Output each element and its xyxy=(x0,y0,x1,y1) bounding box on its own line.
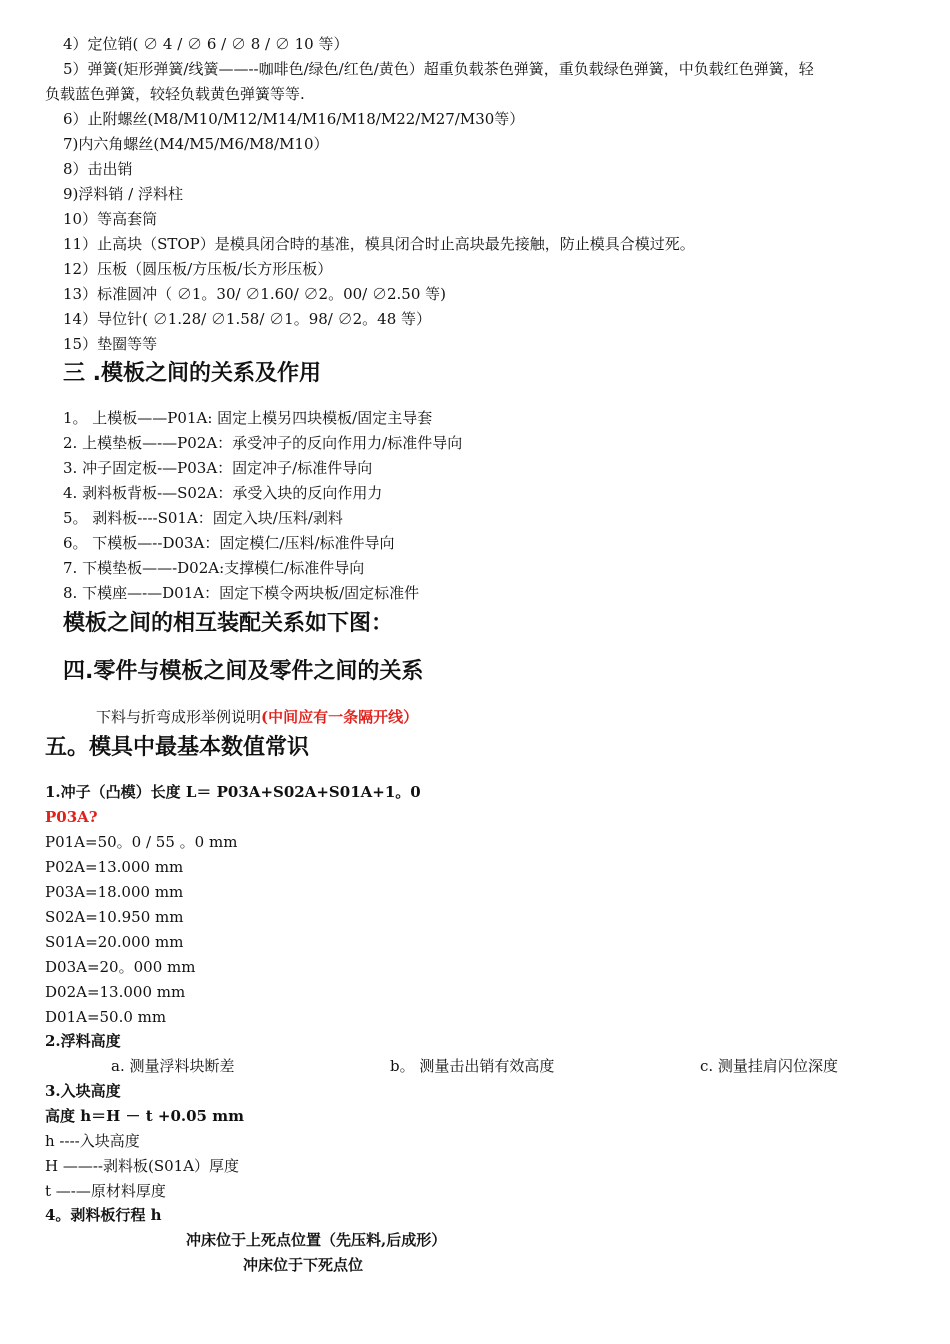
value-item: S01A=20.000 mm xyxy=(45,933,184,951)
value-item: P03A=18.000 mm xyxy=(45,883,184,901)
list-item: 4. 剥料板背板-—S02A：承受入块的反向作用力 xyxy=(63,484,383,502)
value-item: D01A=50.0 mm xyxy=(45,1008,167,1026)
list-item: 2. 上模垫板—-—P02A：承受冲子的反向作用力/标准件导向 xyxy=(63,434,463,452)
example-note-red: (中间应有一条隔开线） xyxy=(261,708,419,726)
list-item-washer: 15）垫圈等等 xyxy=(63,335,158,353)
list-item-ejector-pin: 8）击出销 xyxy=(63,160,133,178)
list-item-pilot-pin: 14）导位针( ∅1.28/ ∅1.58/ ∅1。98/ ∅2。48 等） xyxy=(63,310,431,328)
list-item-spring-continued: 负载蓝色弹簧，较轻负载黄色弹簧等等. xyxy=(45,85,305,103)
list-item-spring: 5）弹簧(矩形弹簧/线簧——--咖啡色/绿色/红色/黄色）超重负载茶色弹簧，重负载绿色弹簧，中负载红色弹簧，轻 xyxy=(63,60,814,78)
list-item-locating-pin: 4）定位销( ∅ 4 / ∅ 6 / ∅ 8 / ∅ 10 等） xyxy=(63,35,349,53)
value-item: P01A=50。0 / 55 。0 mm xyxy=(45,833,238,851)
def-H: H ——--剥料板(S01A）厚度 xyxy=(45,1157,240,1175)
list-item: 5。 剥料板----S01A：固定入块/压料/剥料 xyxy=(63,509,343,527)
list-item-clamp-plate: 12）压板（圆压板/方压板/长方形压板） xyxy=(63,260,333,278)
top-dead-center: 冲床位于上死点位置（先压料,后成形） xyxy=(186,1231,447,1249)
bottom-dead-center: 冲床位于下死点位 xyxy=(243,1256,364,1274)
stripper-stroke-title: 4。剥料板行程 h xyxy=(45,1206,162,1224)
list-item-lifter-pin: 9)浮料销 / 浮料柱 xyxy=(63,185,183,203)
list-item: 3. 冲子固定板-—P03A：固定冲子/标准件导向 xyxy=(63,459,373,477)
list-item-set-screw: 6）止附螺丝(M8/M10/M12/M14/M16/M18/M22/M27/M30等） xyxy=(63,110,525,128)
value-item: D02A=13.000 mm xyxy=(45,983,186,1001)
value-item: P02A=13.000 mm xyxy=(45,858,184,876)
example-note-text: 下料与折弯成形举例说明 xyxy=(96,708,262,726)
insert-height-formula: 高度 h＝H － t +0.05 mm xyxy=(45,1107,244,1125)
section-title-part-relations: 四.零件与模板之间及零件之间的关系 xyxy=(63,659,424,684)
punch-length-formula: 1.冲子（凸模）长度 L＝ P03A+S02A+S01A+1。0 xyxy=(45,783,421,801)
def-t: t —-—原材料厚度 xyxy=(45,1182,166,1200)
value-item: S02A=10.950 mm xyxy=(45,908,184,926)
p03a-question: P03A? xyxy=(45,808,98,826)
section-title-basic-values: 五。模具中最基本数值常识 xyxy=(45,735,310,760)
list-item: 6。 下模板—--D03A：固定模仁/压料/标准件导向 xyxy=(63,534,395,552)
example-note xyxy=(96,707,418,727)
float-height-title: 2.浮料高度 xyxy=(45,1032,121,1050)
list-item: 7. 下模垫板——-D02A:支撑模仁/标准件导向 xyxy=(63,559,365,577)
list-item-sleeve: 10）等高套筒 xyxy=(63,210,158,228)
section-title-plate-relations: 三 .模板之间的关系及作用 xyxy=(63,361,322,386)
float-height-c: c. 测量挂肩闪位深度 xyxy=(700,1057,838,1075)
list-item-standard-punch: 13）标准圆冲（ ∅1。30/ ∅1.60/ ∅2。00/ ∅2.50 等) xyxy=(63,285,446,303)
list-item-hex-screw: 7)内六角螺丝(M4/M5/M6/M8/M10） xyxy=(63,135,329,153)
float-height-a: a. 测量浮料块断差 xyxy=(111,1057,235,1075)
list-item-stop-block: 11）止高块（STOP）是模具闭合時的基准，模具闭合时止高块最先接触，防止模具合模过死。 xyxy=(63,235,695,253)
def-h: h ----入块高度 xyxy=(45,1132,140,1150)
insert-height-title: 3.入块高度 xyxy=(45,1082,121,1100)
list-item: 8. 下模座—-—D01A：固定下模令两块板/固定标准件 xyxy=(63,584,420,602)
assembly-heading: 模板之间的相互装配关系如下图： xyxy=(63,611,394,636)
list-item: 1。 上模板——P01A: 固定上模另四块模板/固定主导套 xyxy=(63,409,433,427)
float-height-b: b。 测量击出销有效高度 xyxy=(390,1057,555,1075)
value-item: D03A=20。000 mm xyxy=(45,958,196,976)
